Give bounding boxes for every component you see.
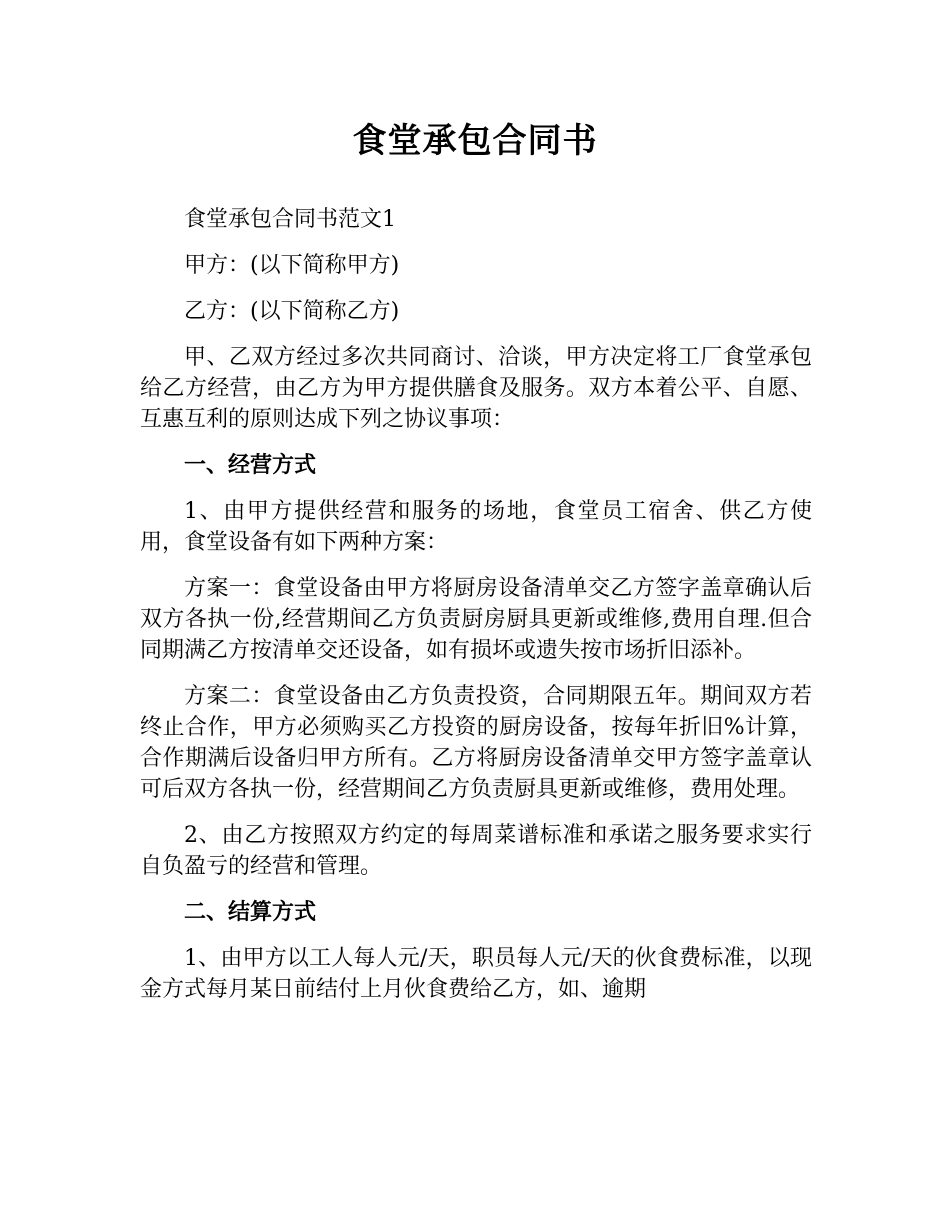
paragraph-settlement-1: 1、由甲方以工人每人元/天，职员每人元/天的伙食费标准，以现金方式每月某日前结付上月伙食费给乙方，如、逾期 [140,946,812,1002]
document-title: 食堂承包合同书 [352,121,598,161]
paragraph-plan-one: 方案一：食堂设备由甲方将厨房设备清单交乙方签字盖章确认后双方各执一份,经营期间乙方负责厨房厨具更新或维修,费用自理.但合同期满乙方按清单交还设备，如有损坏或遗失按市场折旧添补。 [140,576,812,663]
document-body [140,204,812,1020]
paragraph-party-b: 乙方：(以下简称乙方) [184,299,400,324]
paragraph-plan-two: 方案二：食堂设备由乙方负责投资，合同期限五年。期间双方若终止合作，甲方必须购买乙方投资的厨房设备，按每年折旧%计算，合作期满后设备归甲方所有。乙方将厨房设备清单交甲方签字盖章认可后双方各执一份，经营期间乙方负责厨具更新或维修，费用处理。 [140,684,812,802]
paragraph-clause-1: 1、由甲方提供经营和服务的场地，食堂员工宿舍、供乙方使用，食堂设备有如下两种方案： [140,499,812,555]
section-heading-settlement: 二、结算方式 [184,899,317,925]
paragraph-subtitle: 食堂承包合同书范文1 [184,207,396,232]
paragraph-clause-2: 2、由乙方按照双方约定的每周菜谱标准和承诺之服务要求实行自负盈亏的经营和管理。 [140,823,812,879]
paragraph-preamble: 甲、乙双方经过多次共同商讨、洽谈，甲方决定将工厂食堂承包给乙方经营，由乙方为甲方提供膳食及服务。双方本着公平、自愿、互惠互利的原则达成下列之协议事项： [140,345,812,432]
section-heading-operation: 一、经营方式 [184,452,317,478]
paragraph-party-a: 甲方：(以下简称甲方) [184,253,400,278]
